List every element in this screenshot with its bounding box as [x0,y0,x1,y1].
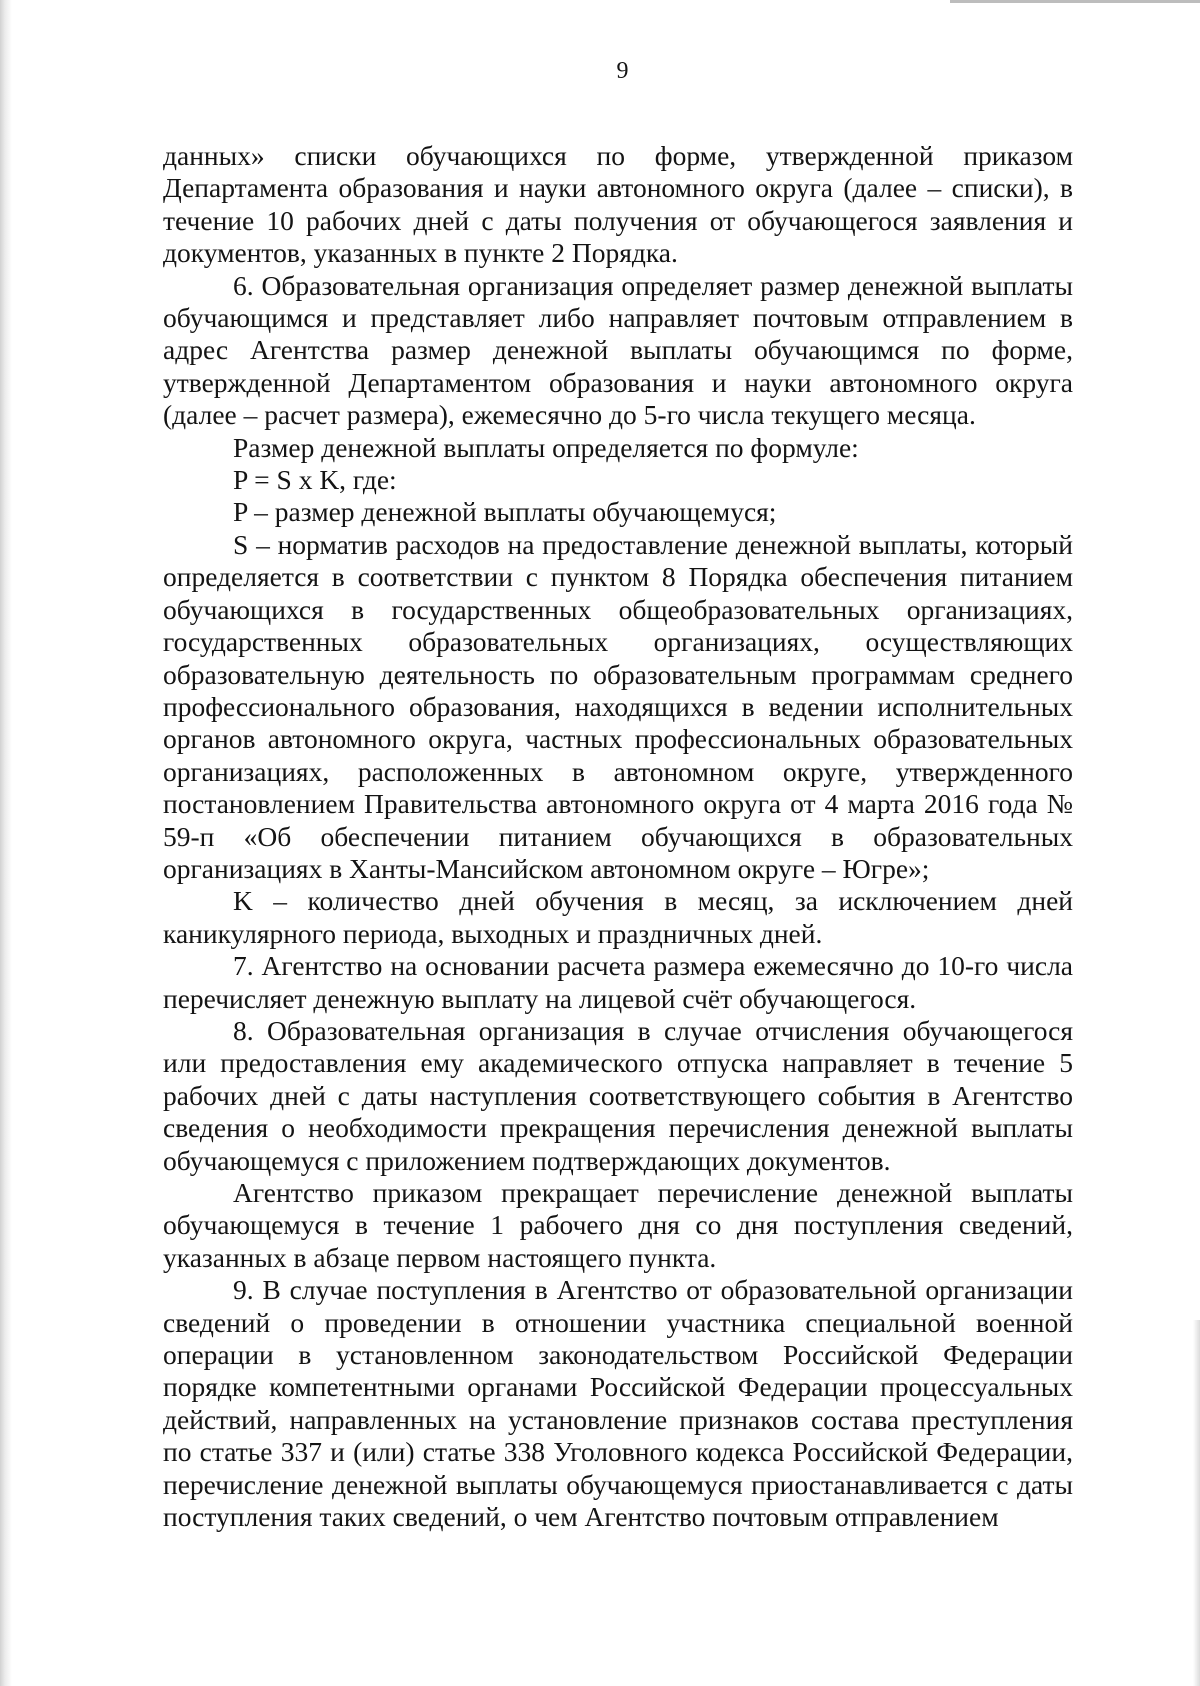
paragraph-item-8-second: Агентство приказом прекращает перечисление денежной выплаты обучающемуся в течение 1 рабочего дня со дня поступления сведений, указанных в абзаце первом настоящего пункта. [163,1177,1073,1273]
paragraph-formula-intro: Размер денежной выплаты определяется по формуле: [233,431,859,463]
paragraph-item-8: 8. Образовательная организация в случае отчисления обучающегося или предоставления ему академического отпуска направляет в течение 5 рабочих дней с даты наступления соответствующего события в Агентство сведения о необходимости прекращения перечисления денежной выплаты обучающемуся с приложением подтверждающих документов. [163,1014,1073,1176]
paragraph-formula-p: P – размер денежной выплаты обучающемуся; [233,496,777,528]
paragraph-item-7: 7. Агентство на основании расчета размера ежемесячно до 10-го числа перечисляет денежную выплату на лицевой счёт обучающегося. [163,950,1073,1014]
paragraph-continuation: данных» списки обучающихся по форме, утвержденной приказом Департамента образования и науки автономного округа (далее – списки), в течение 10 рабочих дней с даты получения от обучающегося заявления и документов, указанных в пункте 2 Порядка. [163,140,1073,269]
paragraph-formula-k: K – количество дней обучения в месяц, за исключением дней каникулярного периода, выходных и праздничных дней. [163,885,1073,949]
paragraph-formula-s: S – норматив расходов на предоставление денежной выплаты, который определяется в соответствии с пунктом 8 Порядка обеспечения питанием обучающихся в государственных общеобразовательных организациях, государственных образовательных организациях, осуществляющих образовательную деятельность по образовательным программам среднего профессионального образования, находящихся в ведении исполнительных органов автономного округа, частных профессиональных образовательных организациях, расположенных в автономном округе, утвержденного постановлением Правительства автономного округа от 4 марта 2016 года № 59-п «Об обеспечении питанием обучающихся в образовательных организациях в Ханты-Мансийском автономном округе – Югре»; [163,528,1073,884]
page-number: 9 [616,58,629,84]
paragraph-formula: P = S x K, где: [233,464,397,496]
scan-edge-right [1193,1320,1200,1686]
paragraph-item-9: 9. В случае поступления в Агентство от образовательной организации сведений о проведении в отношении участника специальной военной операции в установленном законодательством Российской Федерации порядке компетентными органами Российской Федерации процессуальных действий, направленных на установление признаков состава преступления по статье 337 и (или) статье 338 Уголовного кодекса Российской Федерации, перечисление денежной выплаты обучающемуся приостанавливается с даты поступления таких сведений, о чем Агентство почтовым отправлением [163,1274,1073,1533]
paragraph-item-6: 6. Образовательная организация определяет размер денежной выплаты обучающимся и представляет либо направляет почтовым отправлением в адрес Агентства размер денежной выплаты обучающимся по форме, утвержденной Департаментом образования и науки автономного округа (далее – расчет размера), ежемесячно до 5-го числа текущего месяца. [163,269,1073,431]
scan-edge-top [950,0,1200,3]
scan-edge-left [0,0,12,1686]
document-body [163,140,1073,1533]
